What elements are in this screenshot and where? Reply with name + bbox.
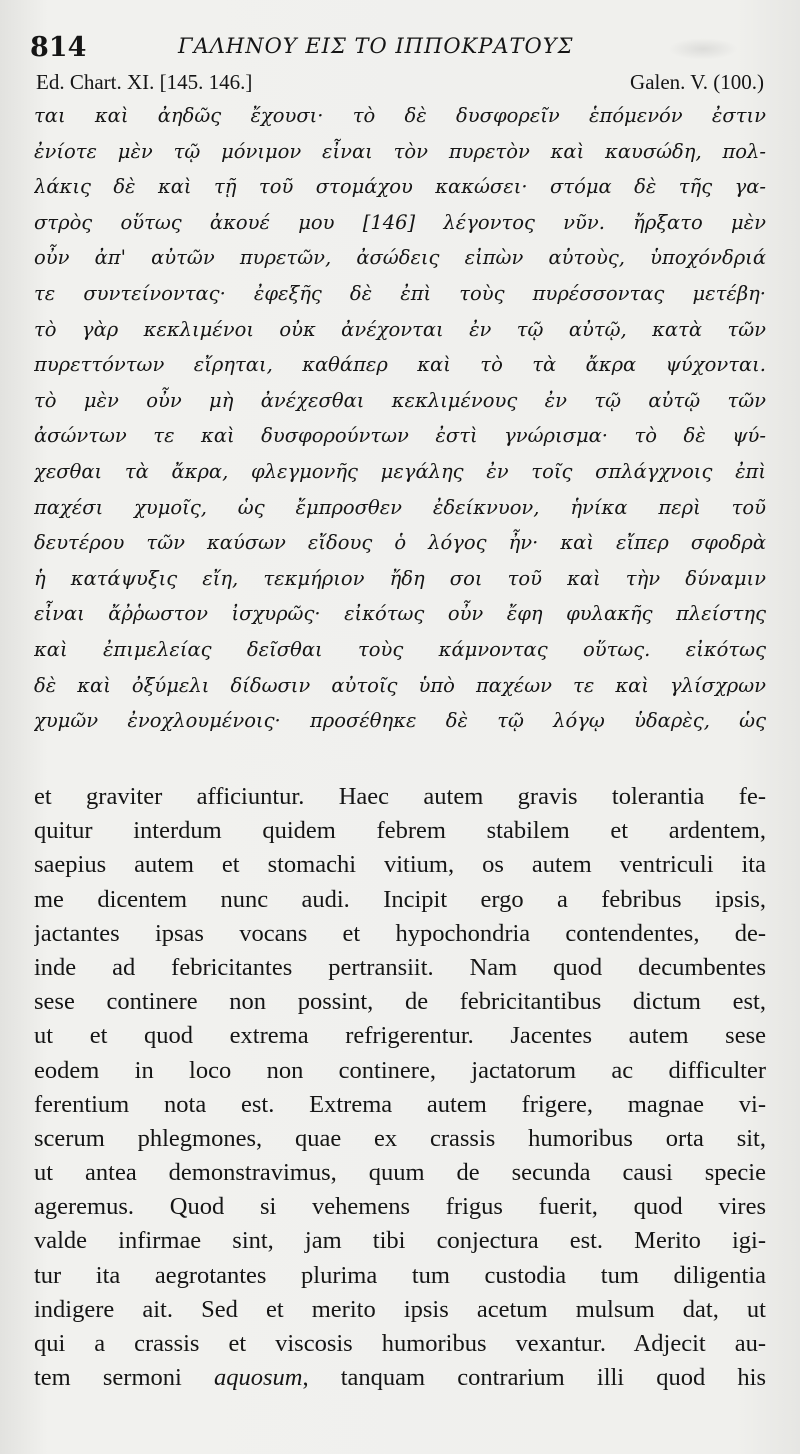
latin-line: ageremus. Quod si vehemens frigus fuerit, quod vires xyxy=(34,1193,766,1221)
greek-line: ται καὶ ἀηδῶς ἔχουσι· τὸ δὲ δυσφορεῖν ἑπόμενόν ἐστιν xyxy=(34,104,766,127)
latin-line: jactantes ipsas vocans et hypochondria contendentes, de- xyxy=(34,919,766,947)
greek-line: παχέσι χυμοῖς, ὡς ἔμπροσθεν ἐδείκνυον, ἡνίκα περὶ τοῦ xyxy=(34,495,766,519)
latin-italic-word: aquosum xyxy=(213,1364,303,1392)
latin-line: tur ita aegrotantes plurima tum custodia tum diligentia xyxy=(34,1261,766,1289)
greek-line: καὶ ἐπιμελείας δεῖσθαι τοὺς κάμνοντας οὕτως. εἰκότως xyxy=(34,637,766,661)
edition-reference-line xyxy=(36,70,764,98)
greek-line: ἐνίοτε μὲν τῷ μόνιμον εἶναι τὸν πυρετὸν καὶ καυσώδη, πολ- xyxy=(34,139,766,163)
latin-last-after: , tanquam contrarium illi quod his xyxy=(302,1364,766,1392)
greek-line: λάκις δὲ καὶ τῇ τοῦ στομάχου κακώσει· στόμα δὲ τῆς γα- xyxy=(34,175,766,199)
latin-line: et graviter afficiuntur. Haec autem gravis tolerantia fe- xyxy=(34,783,766,810)
greek-line: τε συντείνοντας· ἐφεξῆς δὲ ἐπὶ τοὺς πυρέσσοντας μετέβη· xyxy=(34,281,766,305)
page-number: 814 xyxy=(30,32,87,63)
greek-line: ἀσώντων τε καὶ δυσφορούντων ἐστὶ γνώρισμα· τὸ δὲ ψύ- xyxy=(34,424,766,448)
greek-line: δευτέρου τῶν καύσων εἴδους ὁ λόγος ἦν· καὶ εἴπερ σφοδρὰ xyxy=(34,531,766,555)
edition-chart-reference: Ed. Chart. XI. [145. 146.] xyxy=(36,70,253,94)
greek-text-block xyxy=(34,98,766,739)
latin-line: ut et quod extrema refrigerentur. Jacentes autem sese xyxy=(34,1022,766,1050)
latin-line: indigere ait. Sed et merito ipsis acetum mulsum dat, ut xyxy=(34,1295,766,1323)
greek-line: ἡ κατάψυξις εἴη, τεκμήριον ἤδη σοι τοῦ καὶ τὴν δύναμιν xyxy=(34,566,766,590)
greek-line: οὖν ἀπ' αὐτῶν πυρετῶν, ἀσώδεις εἰπὼν αὐτοὺς, ὑποχόνδριά xyxy=(34,246,766,270)
latin-text-block xyxy=(34,780,766,1395)
latin-line: ferentium nota est. Extrema autem frigere, magnae vi- xyxy=(34,1090,766,1118)
greek-line: στρὸς οὕτως ἀκουέ μου [146] λέγοντος νῦν. ἤρξατο μὲν xyxy=(34,210,766,234)
greek-line: χυμῶν ἐνοχλουμένοις· προσέθηκε δὲ τῷ λόγῳ ὑδαρὲς, ὡς xyxy=(34,709,766,733)
greek-line: εἶναι ἄῤῥωστον ἰσχυρῶς· εἰκότως οὖν ἔφη φυλακῆς πλείστης xyxy=(34,602,766,626)
latin-line: qui a crassis et viscosis humoribus vexantur. Adjecit au- xyxy=(34,1330,766,1357)
latin-line: valde infirmae sint, jam tibi conjectura est. Merito igi- xyxy=(34,1227,766,1255)
greek-line: δὲ καὶ ὀξύμελι δίδωσιν αὐτοῖς ὑπὸ παχέων τε καὶ γλίσχρων xyxy=(34,673,766,697)
latin-line: sese continere non possint, de febricitantibus dictum est, xyxy=(34,988,766,1016)
latin-line: saepius autem et stomachi vitium, os autem ventriculi ita xyxy=(34,851,766,879)
greek-line: πυρεττόντων εἴρηται, καθάπερ καὶ τὸ τὰ ἄκρα ψύχονται. xyxy=(34,353,766,377)
latin-line: scerum phlegmones, quae ex crassis humoribus orta sit, xyxy=(34,1124,766,1152)
latin-line: ut antea demonstravimus, quum de secunda causi specie xyxy=(34,1159,766,1187)
running-title: ΓΑΛΗΝΟΥ ΕΙΣ ΤΟ ΙΠΠΟΚΡΑΤΟΥΣ xyxy=(178,34,574,58)
latin-last-before: tem sermoni xyxy=(34,1364,182,1392)
latin-line: inde ad febricitantes pertransiit. Nam quod decumbentes xyxy=(34,953,766,981)
latin-line: eodem in loco non continere, jactatorum ac difficulter xyxy=(34,1056,766,1084)
greek-line: τὸ μὲν οὖν μὴ ἀνέχεσθαι κεκλιμένους ἐν τῷ αὐτῷ τῶν xyxy=(34,388,766,412)
latin-line: quitur interdum quidem febrem stabilem et ardentem, xyxy=(34,817,766,845)
latin-line: me dicentem nunc audi. Incipit ergo a febribus ipsis, xyxy=(34,885,766,913)
greek-line: χεσθαι τὰ ἄκρα, φλεγμονῆς μεγάλης ἐν τοῖς σπλάγχνοις ἐπὶ xyxy=(34,459,766,483)
latin-line-last xyxy=(34,1361,766,1395)
greek-line: τὸ γὰρ κεκλιμένοι οὐκ ἀνέχονται ἐν τῷ αὐτῷ, κατὰ τῶν xyxy=(34,317,766,341)
edition-galen-reference: Galen. V. (100.) xyxy=(630,70,764,94)
page-header xyxy=(30,32,770,68)
